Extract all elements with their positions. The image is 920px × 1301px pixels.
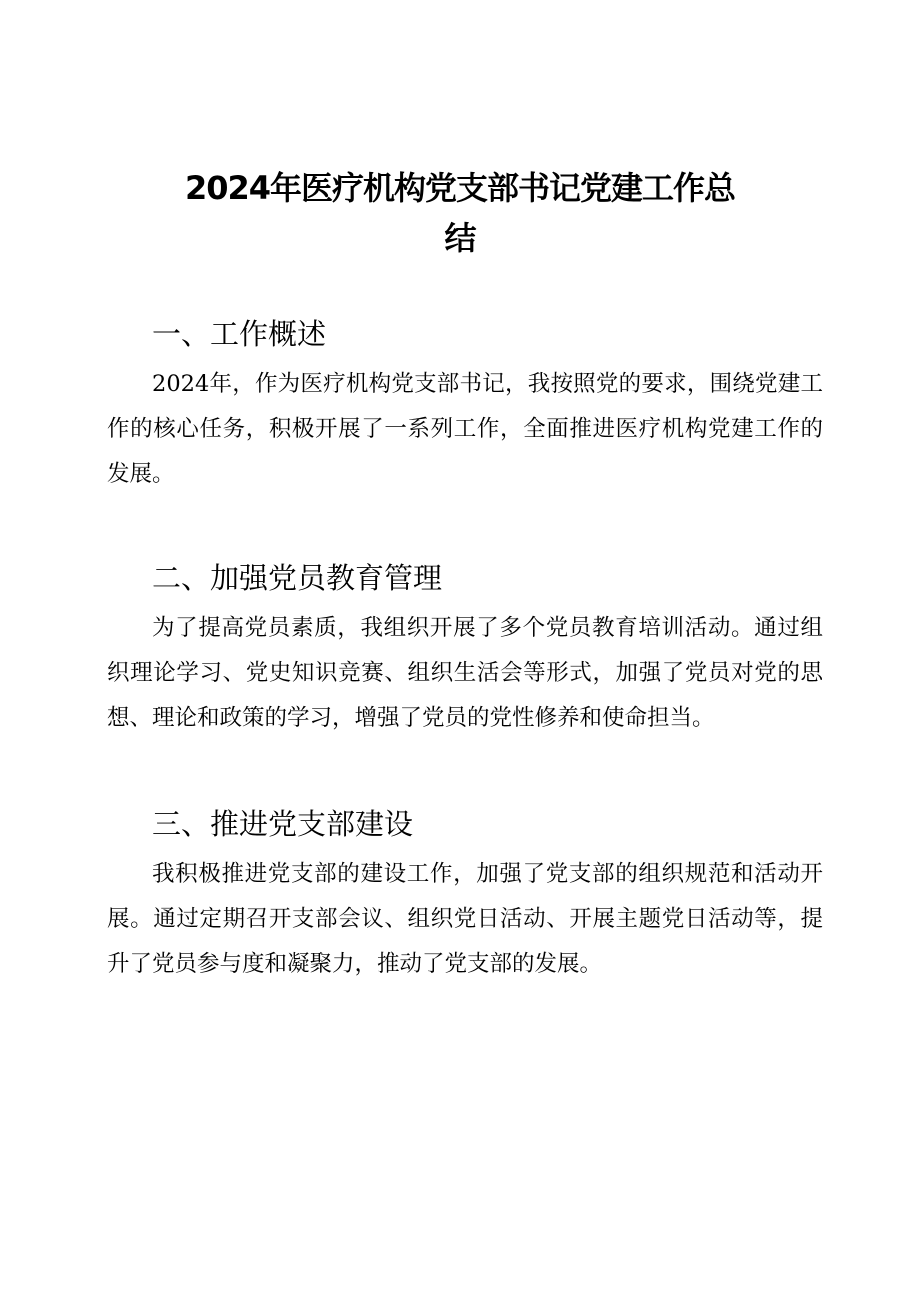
document-title [150, 163, 770, 263]
document-title-line-2: 结 [444, 219, 476, 257]
section-body: 为了提高党员素质，我组织开展了多个党员教育培训活动。通过组织理论学习、党史知识竞赛、组织生活会等形式，加强了党员对党的思想、理论和政策的学习，增强了党员的党性修养和使命担当。 [107, 615, 823, 731]
section-heading: 一、工作概述 [152, 317, 327, 351]
document-title-line-1: 2024年医疗机构党支部书记党建工作总 [184, 169, 736, 207]
section-body: 2024年，作为医疗机构党支部书记，我按照党的要求，围绕党建工作的核心任务，积极开展了一系列工作，全面推进医疗机构党建工作的发展。 [107, 371, 823, 487]
section-body: 我积极推进党支部的建设工作，加强了党支部的组织规范和活动开展。通过定期召开支部会议、组织党日活动、开展主题党日活动等，提升了党员参与度和凝聚力，推动了党支部的发展。 [107, 861, 823, 977]
section-heading: 二、加强党员教育管理 [152, 561, 443, 595]
section-heading: 三、推进党支部建设 [152, 807, 414, 841]
